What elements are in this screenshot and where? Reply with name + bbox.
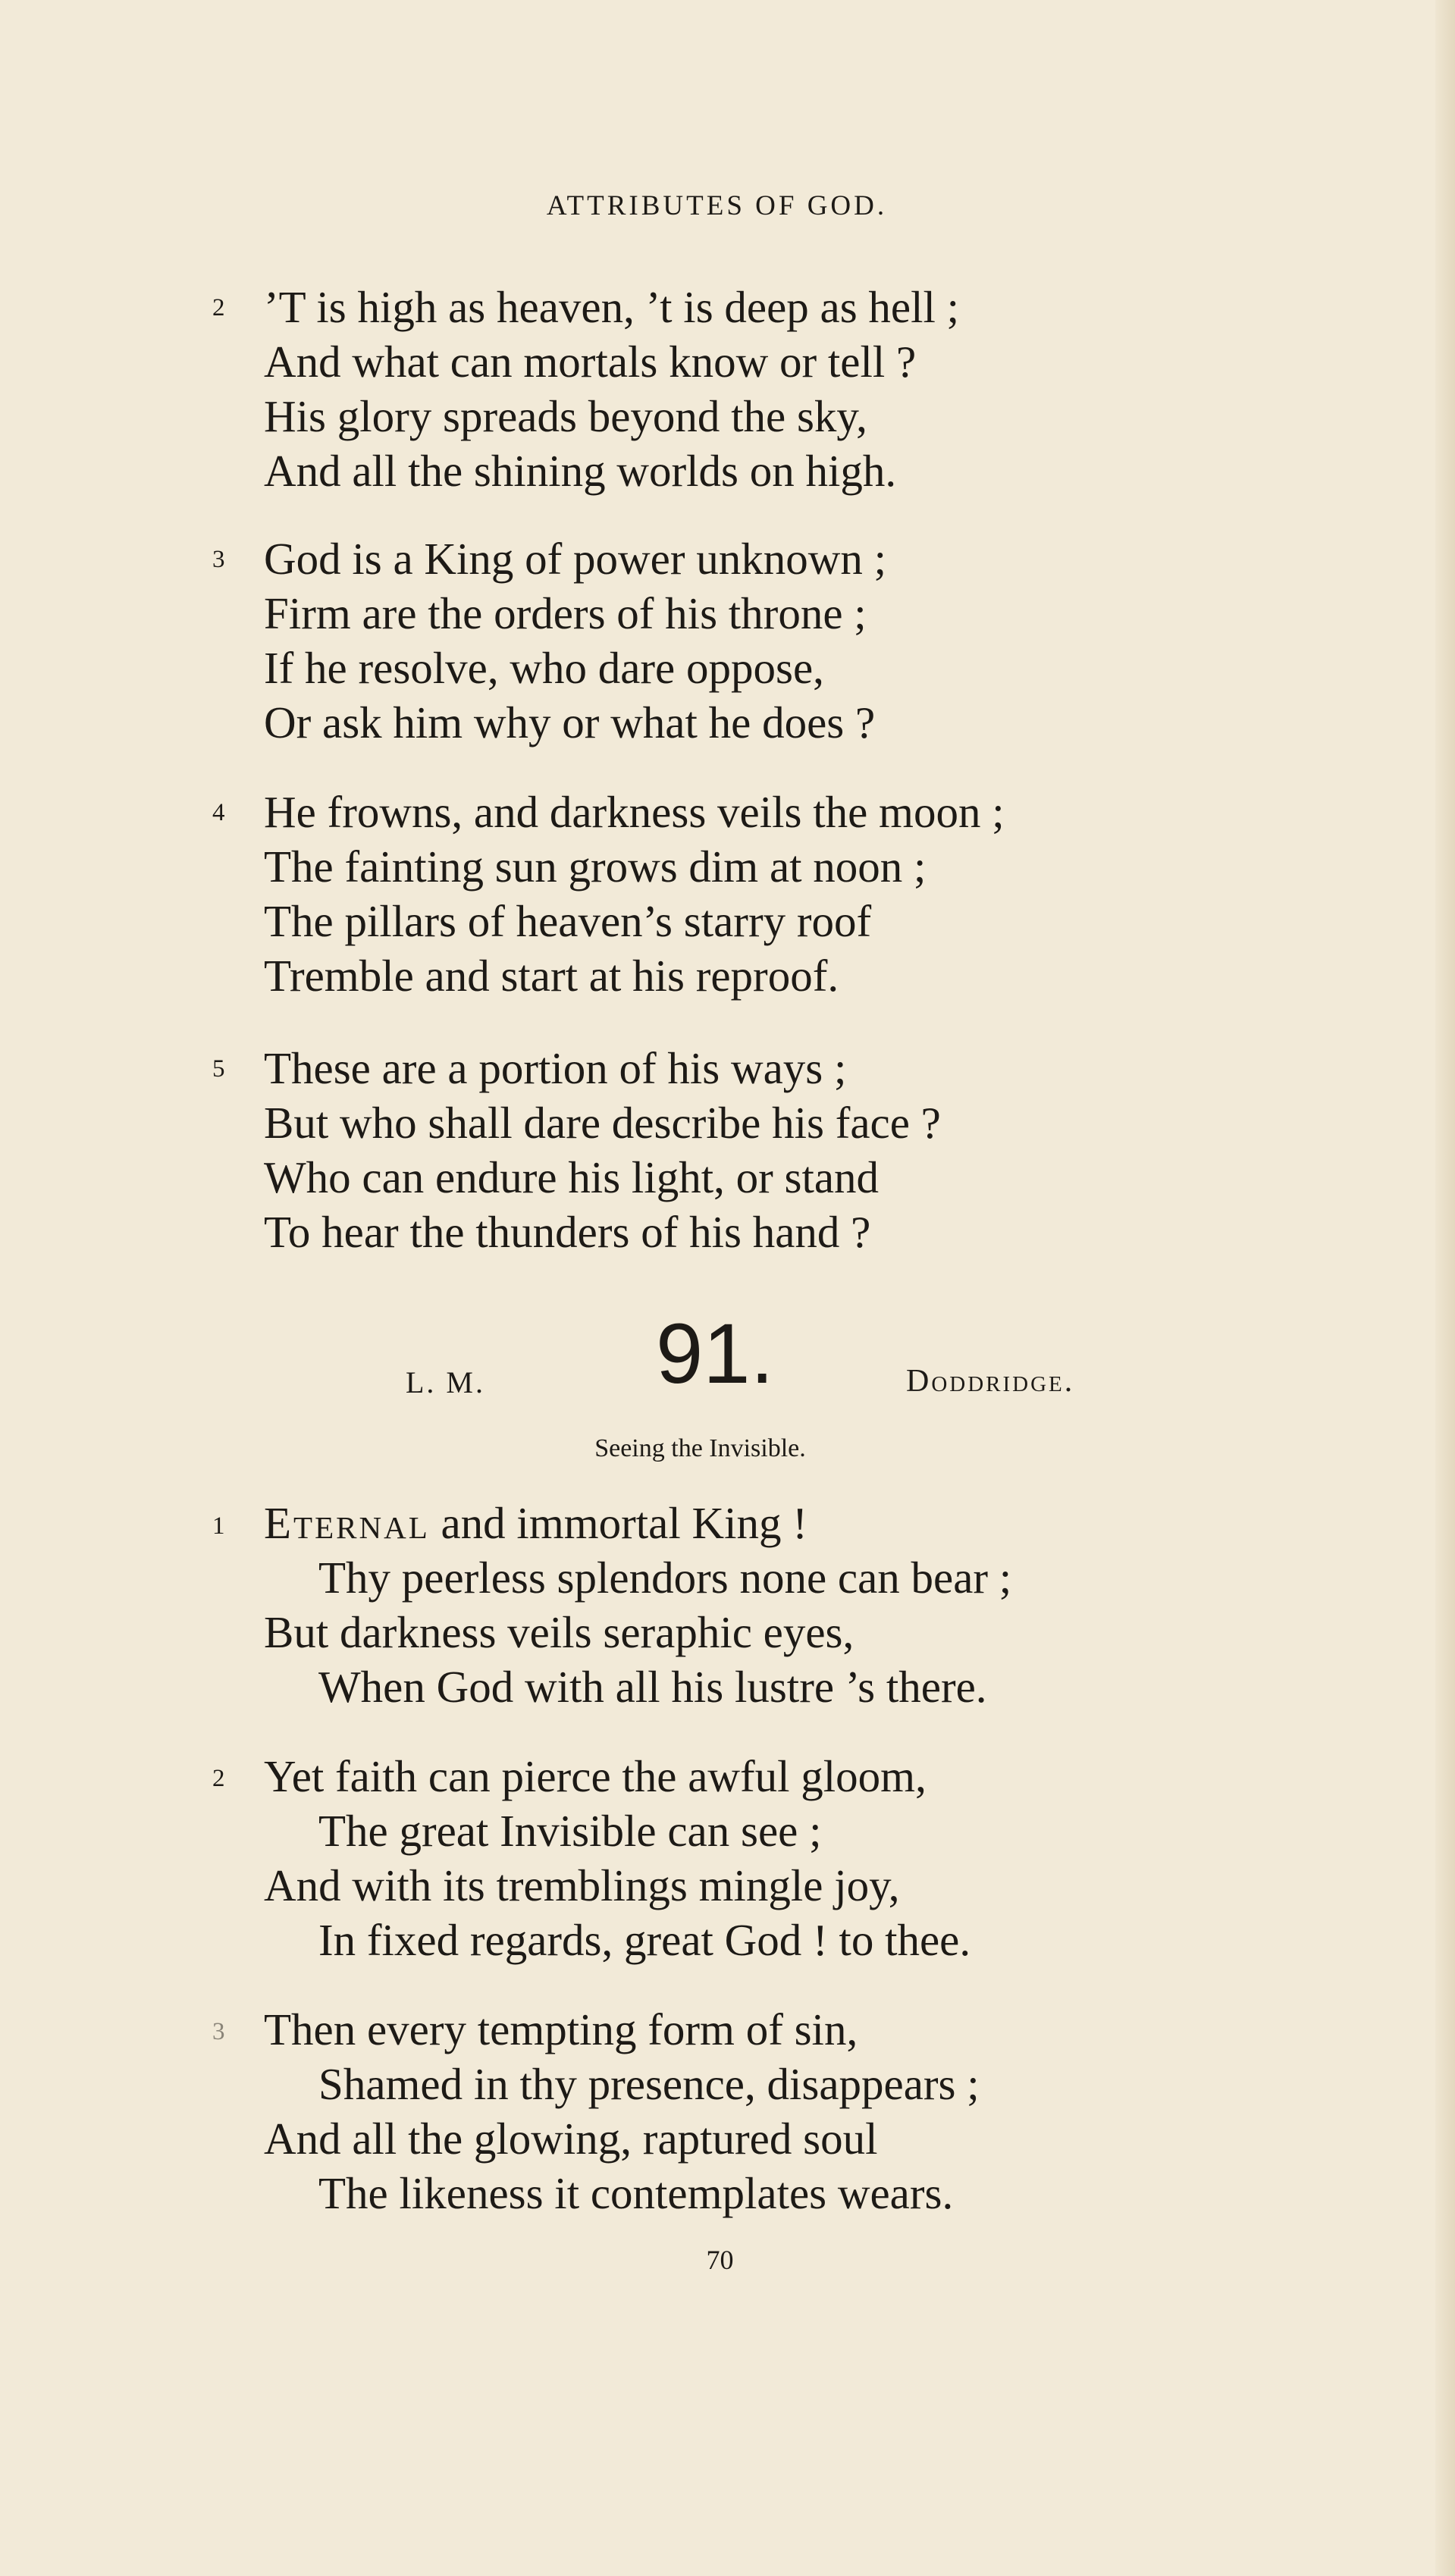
verse-line: The pillars of heaven’s starry roof <box>264 896 872 946</box>
hymn-meter: L. M. <box>406 1365 485 1399</box>
page-edge-shadow <box>1435 0 1455 2576</box>
verse-line: The great Invisible can see ; <box>318 1806 822 1856</box>
verse-line: The fainting sun grows dim at noon ; <box>264 841 927 892</box>
verse-line: Tremble and start at his reproof. <box>264 951 839 1001</box>
stanza-number: 2 <box>212 294 225 321</box>
running-head: ATTRIBUTES OF GOD. <box>546 190 888 221</box>
verse-line: Then every tempting form of sin, <box>264 2004 858 2054</box>
verse-line: He frowns, and darkness veils the moon ; <box>264 787 1005 837</box>
verse-line: If he resolve, who dare oppose, <box>264 643 824 693</box>
verse-line: Or ask him why or what he does ? <box>264 697 876 747</box>
verse-line: But darkness veils seraphic eyes, <box>264 1607 854 1657</box>
hymn-number: 91. <box>656 1306 774 1401</box>
stanza-number: 4 <box>212 799 225 826</box>
hymn-heading <box>0 1306 1455 1402</box>
verse-line: Shamed in thy presence, disappears ; <box>318 2059 980 2109</box>
verse-first-word: Eternal <box>264 1498 430 1548</box>
verse-line: ’T is high as heaven, ’t is deep as hell ; <box>264 282 960 332</box>
verse-line: And what can mortals know or tell ? <box>264 337 917 387</box>
verse-line: Thy peerless splendors none can bear ; <box>318 1553 1012 1603</box>
verse-line-rest: and immortal King ! <box>429 1498 807 1548</box>
verse-line <box>264 1498 807 1548</box>
stanza-number: 3 <box>212 2018 225 2045</box>
verse-line: To hear the thunders of his hand ? <box>264 1207 871 1257</box>
verse-line: And all the shining worlds on high. <box>264 446 897 496</box>
stanza-number: 3 <box>212 546 225 573</box>
stanza-number: 2 <box>212 1765 225 1792</box>
page-number: 70 <box>706 2245 734 2275</box>
verse-line: But who shall dare describe his face ? <box>264 1098 941 1148</box>
verse-line: The likeness it contemplates wears. <box>318 2168 954 2218</box>
hymn-subtitle: Seeing the Invisible. <box>594 1434 806 1462</box>
stanza-number: 5 <box>212 1055 225 1083</box>
verse-line: When God with all his lustre ’s there. <box>318 1662 987 1712</box>
verse-line: These are a portion of his ways ; <box>264 1043 847 1093</box>
verse-line: Yet faith can pierce the awful gloom, <box>264 1751 927 1801</box>
verse-line: And all the glowing, raptured soul <box>264 2114 878 2164</box>
verse-line: And with its tremblings mingle joy, <box>264 1860 900 1910</box>
verse-line: His glory spreads beyond the sky, <box>264 391 867 441</box>
hymn-author: Doddridge. <box>906 1364 1075 1399</box>
verse-line: Firm are the orders of his throne ; <box>264 588 867 638</box>
stanza-number: 1 <box>212 1512 225 1540</box>
verse-line: In fixed regards, great God ! to thee. <box>318 1915 971 1965</box>
verse-line: Who can endure his light, or stand <box>264 1152 880 1202</box>
verse-line: God is a King of power unknown ; <box>264 534 886 584</box>
